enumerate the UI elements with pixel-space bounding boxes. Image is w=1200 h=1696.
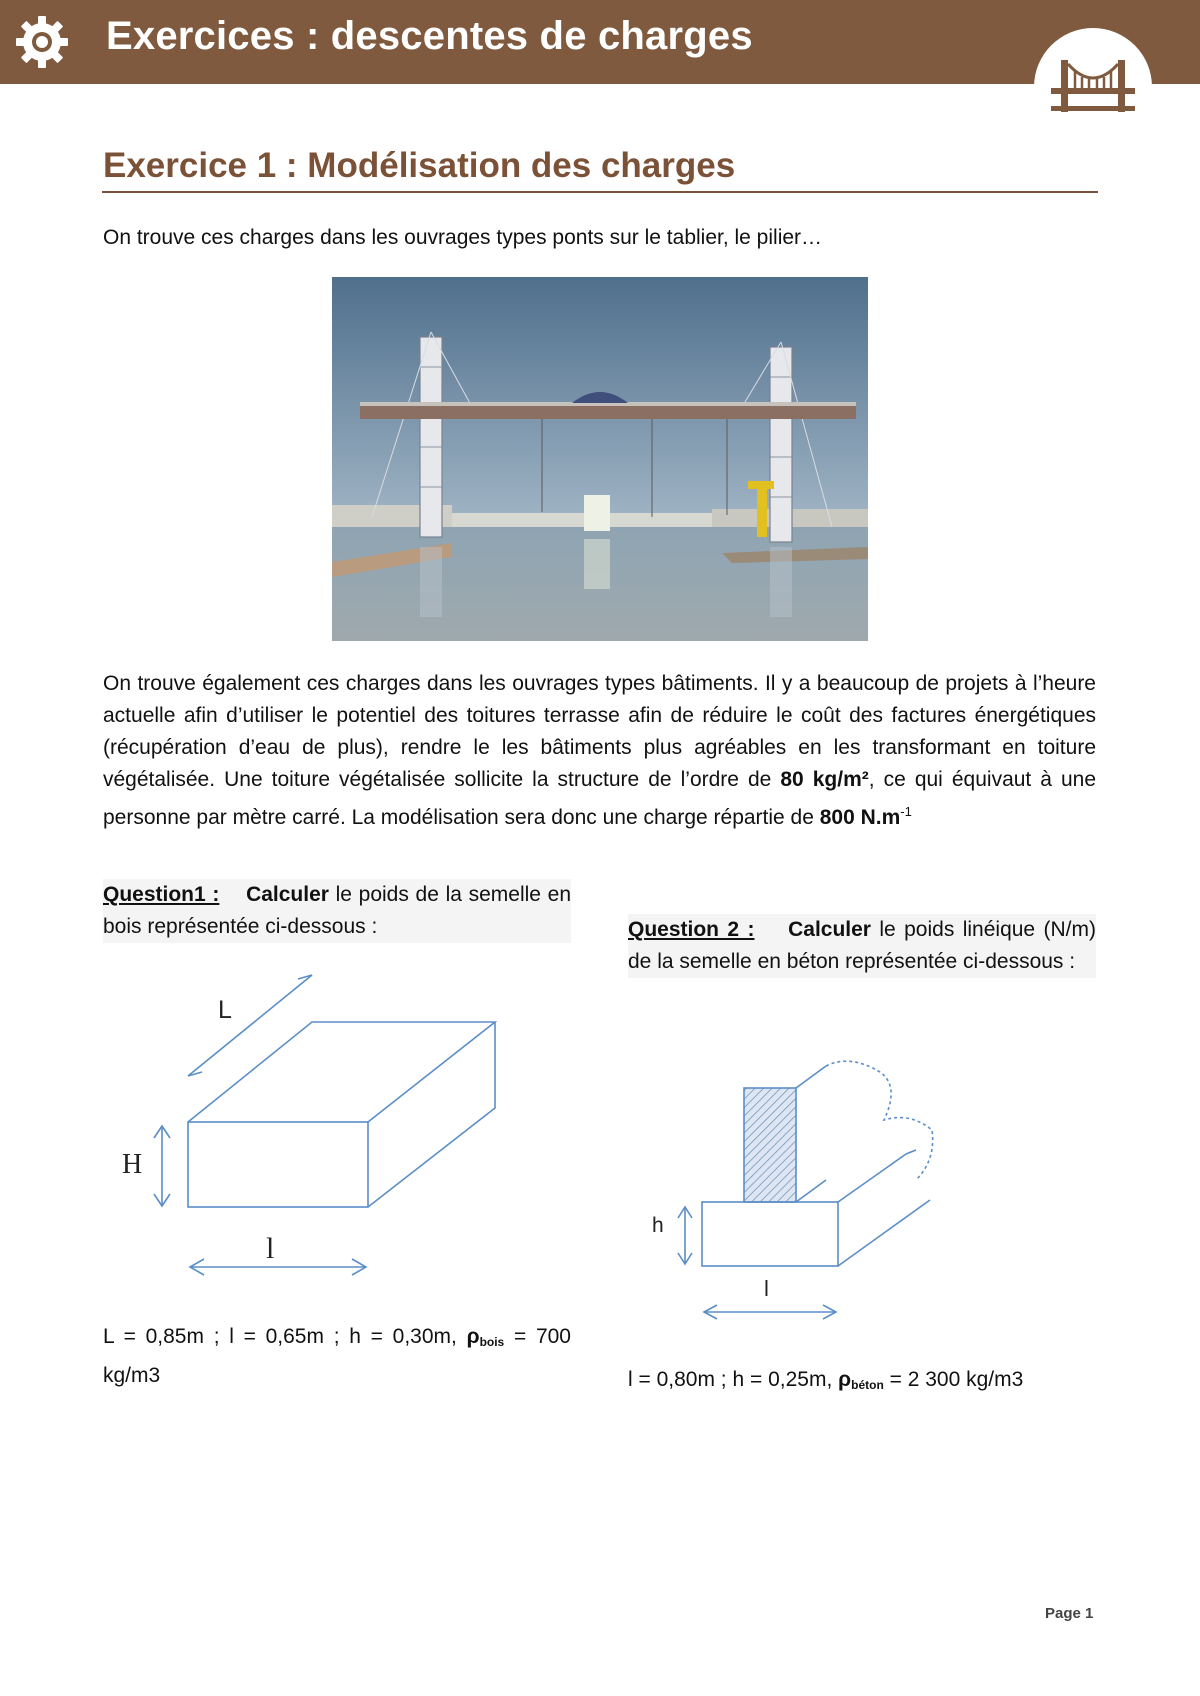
wood-footing-diagram [110, 960, 510, 1290]
exercise-title: Exercice 1 : Modélisation des charges [103, 146, 736, 185]
label-l: l [266, 1232, 275, 1265]
question1-label: Question1 : [103, 883, 220, 906]
page-number: Page 1 [1045, 1605, 1094, 1622]
dimension-arrow-L [188, 975, 312, 1076]
intro-text: On trouve ces charges dans les ouvrages types ponts sur le tablier, le pilier… [103, 226, 823, 249]
footing-section [702, 1202, 838, 1266]
bridge-icon [1051, 58, 1135, 114]
question1-text: le poids de la semelle en bois représentée ci-dessous : [103, 883, 571, 938]
para2-text-a: On trouve également ces charges dans les ouvrages types bâtiments. Il y a beaucoup de projets à l’heure actuelle afin d’utiliser le potentiel des toitures terrasse afin de réduire le coût des factures énergétiques (récupération d’eau de plus), rendre le les bâtiments plus agréables en les transformant en toiture végétalisée. Une toiture végétalisée sollicite la structure de l’ordre de [103, 672, 1096, 791]
label-H: H [122, 1149, 143, 1180]
box-front-face [188, 1122, 368, 1207]
rho-subscript: béton [851, 1378, 884, 1392]
bridge-photo [332, 277, 868, 641]
question1-dimensions [103, 1320, 571, 1392]
question2-block [628, 914, 1096, 978]
label-l: l [764, 1276, 769, 1301]
rho-symbol: ρ [466, 1325, 480, 1348]
question1-dims-text: L = 0,85m ; l = 0,65m ; h = 0,30m, [103, 1325, 467, 1348]
gear-icon [12, 12, 72, 72]
buildings-paragraph [103, 668, 1096, 834]
question1-block [103, 879, 571, 943]
question2-dimensions [628, 1368, 1023, 1392]
rho-subscript: bois [479, 1335, 505, 1349]
distributed-load-exponent: -1 [900, 804, 912, 819]
question1-verb: Calculer [246, 883, 329, 906]
question1-density: = 700 kg/m3 [103, 1325, 571, 1387]
question2-dims-text: l = 0,80m ; h = 0,25m, [628, 1368, 839, 1391]
label-L: L [218, 996, 232, 1024]
concrete-footing-diagram [640, 1050, 940, 1330]
header-band [0, 0, 1200, 84]
title-underline [102, 191, 1098, 193]
rho-symbol: ρ [838, 1368, 852, 1391]
question2-verb: Calculer [788, 918, 871, 941]
question2-density: = 2 300 kg/m3 [883, 1368, 1024, 1391]
box-side-face [368, 1022, 495, 1207]
para2-text-b: , ce qui équivaut à une personne par mètre carré. La modélisation sera donc une charge répartie de [103, 768, 1097, 829]
bridge-badge [1034, 28, 1152, 146]
load-per-m2: 80 kg/m² [780, 768, 869, 791]
question2-text: le poids linéique (N/m) de la semelle en béton représentée ci-dessous : [628, 918, 1096, 973]
wall-section [744, 1088, 796, 1202]
distributed-load: 800 N.m [819, 806, 901, 829]
box-top-face [188, 1022, 495, 1122]
label-h: h [652, 1214, 664, 1237]
page-header-title: Exercices : descentes de charges [106, 14, 753, 58]
question2-label: Question 2 : [628, 918, 755, 941]
